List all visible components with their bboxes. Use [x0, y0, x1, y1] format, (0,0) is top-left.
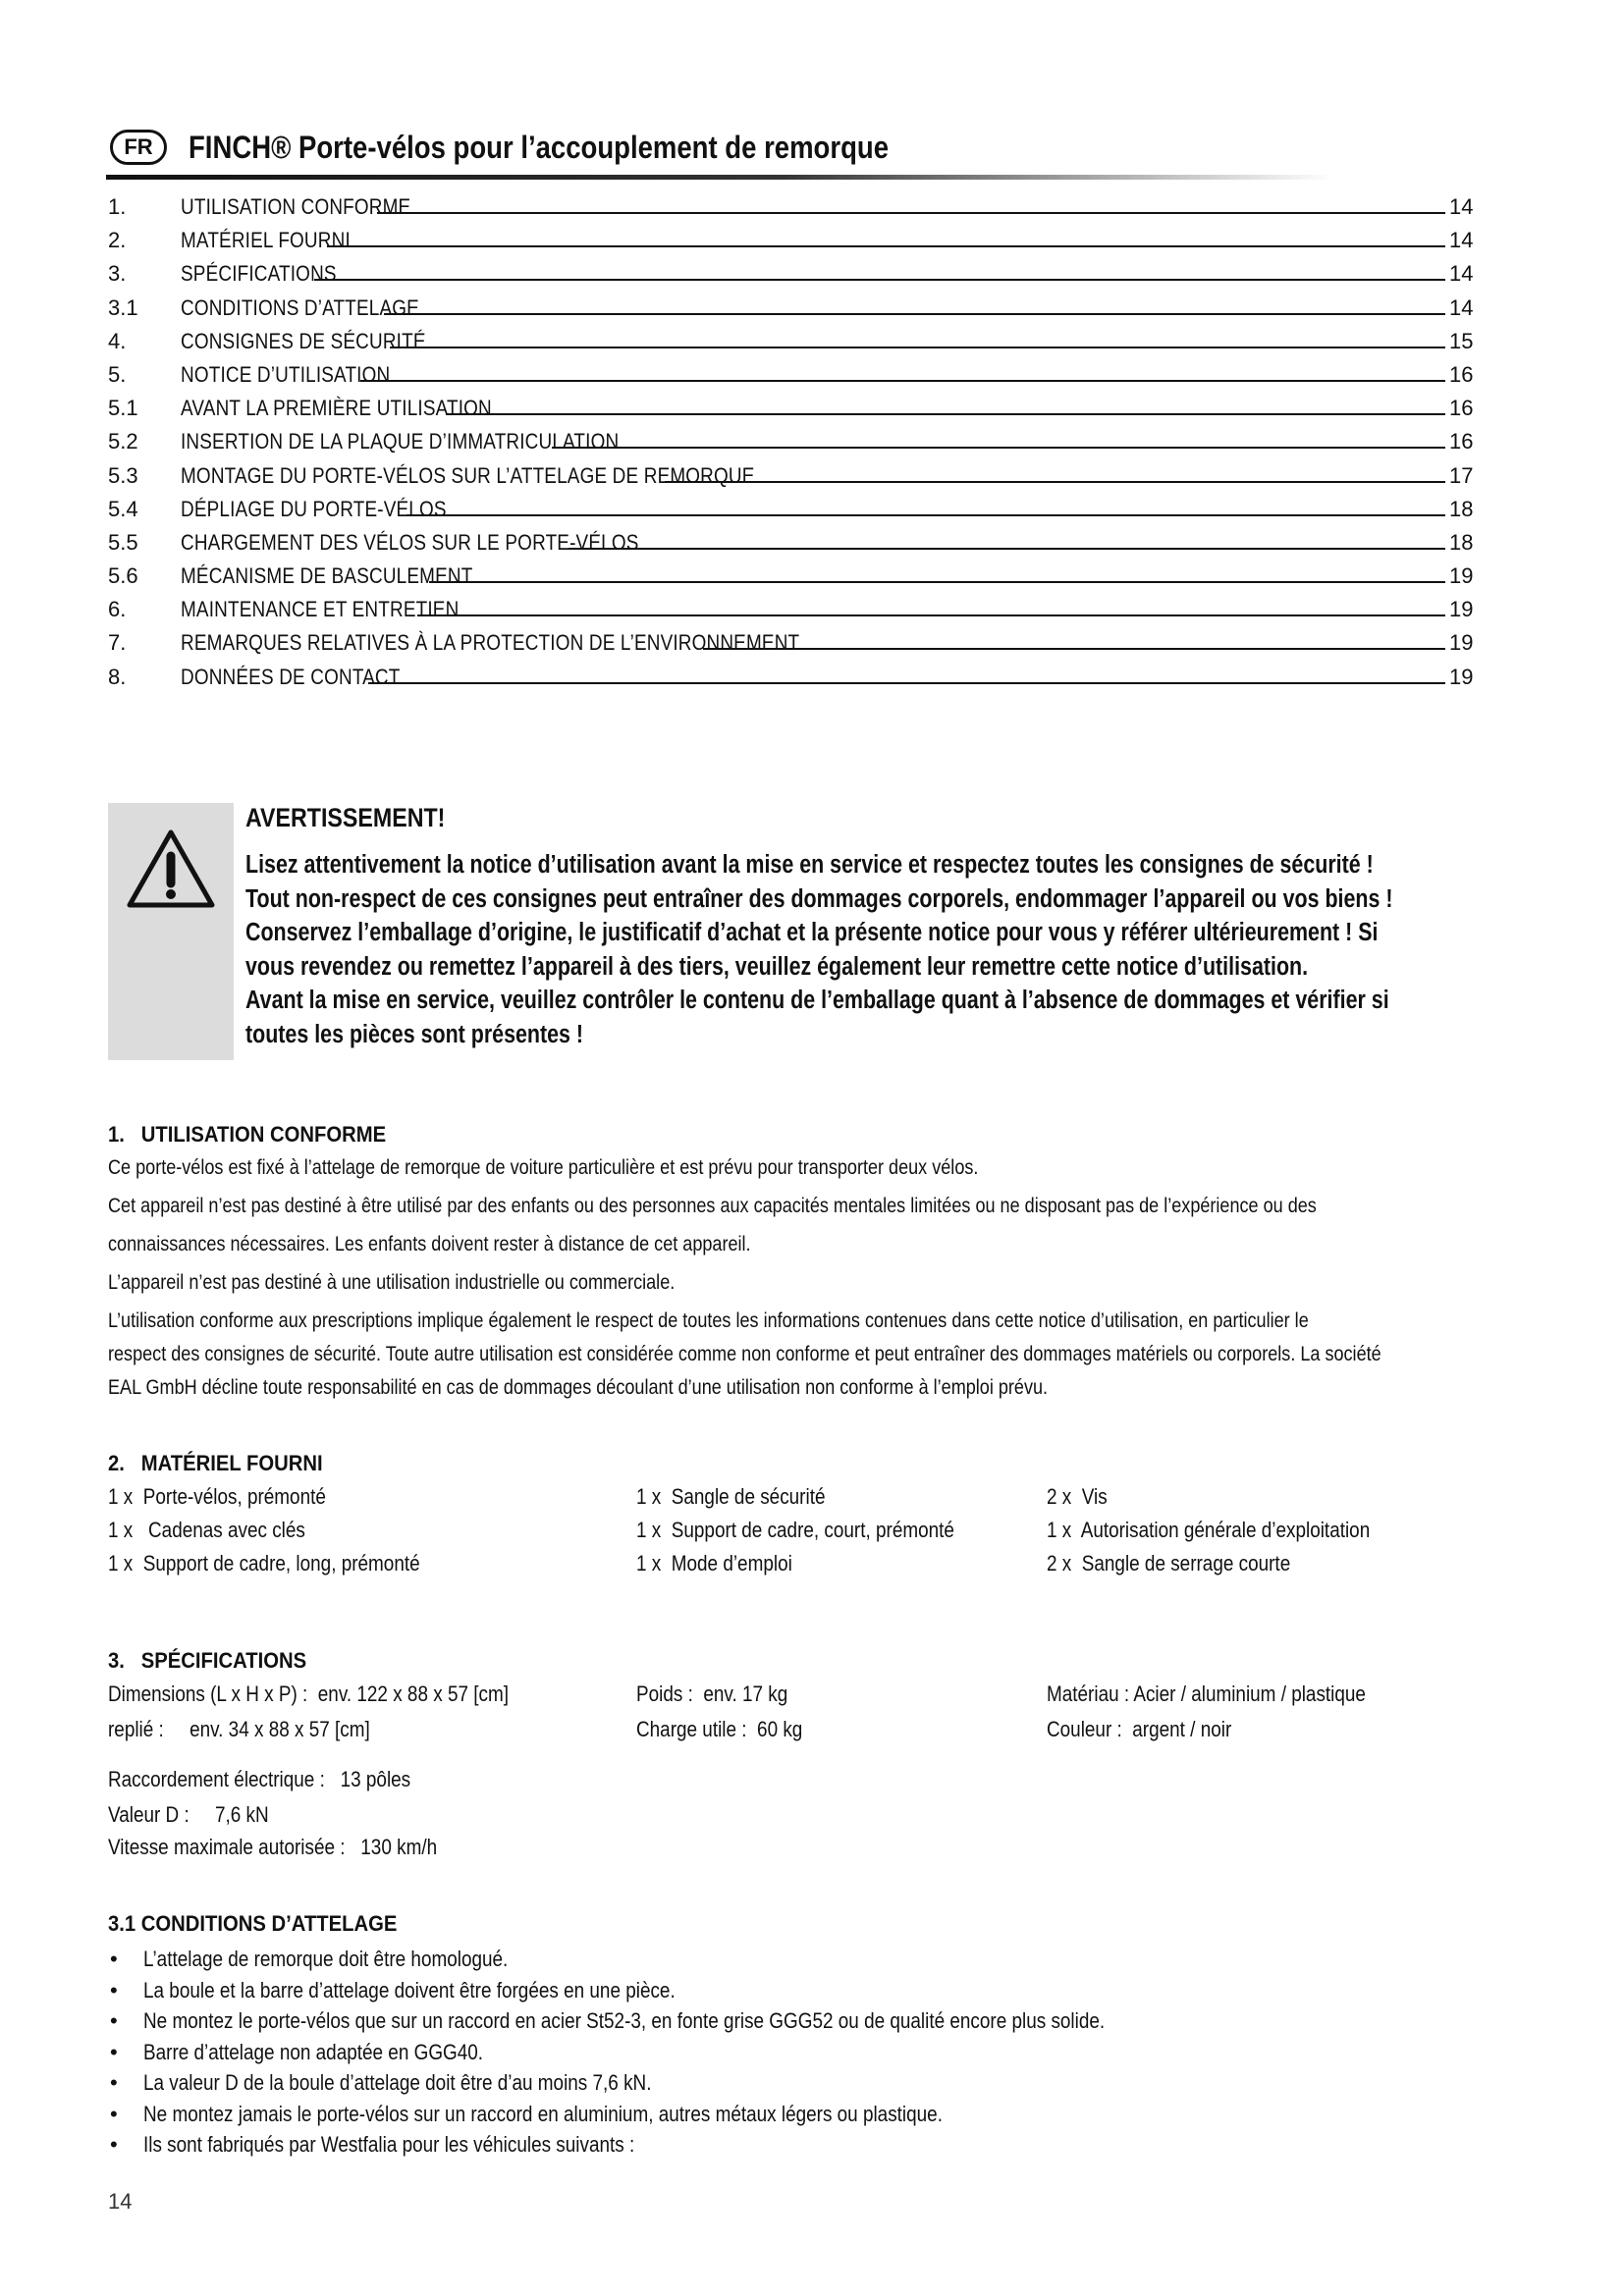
toc-leader	[417, 614, 1445, 616]
toc-number: 5.2	[108, 429, 138, 454]
toc-number: 8.	[108, 664, 127, 689]
warning-line: Conservez l’emballage d’origine, le justificatif d’achat et la présente notice pour vous y référer ultérieurement ! Si	[245, 919, 1379, 947]
list-item: 1 x Support de cadre, long, prémonté	[108, 1551, 420, 1575]
section-heading-utilisation: 1. UTILISATION CONFORME	[108, 1122, 387, 1147]
spec-material: Matériau : Acier / aluminium / plastique	[1047, 1682, 1366, 1706]
spec-electrical: Raccordement électrique : 13 pôles	[108, 1767, 411, 1791]
toc-page: 14	[1449, 294, 1474, 320]
toc-entry	[108, 226, 1475, 259]
list-item: • L’attelage de remorque doit être homologué.	[108, 1947, 1262, 1978]
paragraph: Cet appareil n’est pas destiné à être utilisé par des enfants ou des personnes aux capacités mentales limitées ou ne disposant pas de l’expérience ou des	[108, 1195, 1317, 1217]
toc-entry	[108, 663, 1475, 696]
list-item: 1 x Cadenas avec clés	[108, 1518, 305, 1542]
list-item: • Barre d’attelage non adaptée en GGG40.	[108, 2040, 1262, 2071]
conditions-list	[108, 1947, 1262, 2163]
warning-sidebar	[108, 803, 234, 1060]
toc-page: 19	[1449, 630, 1474, 656]
toc-title: MÉCANISME DE BASCULEMENT	[181, 563, 473, 589]
toc-title: UTILISATION CONFORME	[181, 194, 411, 219]
toc-entry	[108, 294, 1475, 327]
toc-page: 14	[1449, 261, 1474, 287]
toc-title: DÉPLIAGE DU PORTE-VÉLOS	[181, 496, 447, 521]
paragraph: L’appareil n’est pas destiné à une utilisation industrielle ou commerciale.	[108, 1271, 676, 1294]
page-header	[106, 126, 1333, 183]
toc-page: 19	[1449, 597, 1474, 622]
toc-leader	[314, 279, 1445, 281]
toc-page: 14	[1449, 228, 1474, 253]
toc-number: 2.	[108, 228, 127, 253]
spec-folded: replié : env. 34 x 88 x 57 [cm]	[108, 1717, 370, 1741]
toc-number: 5.1	[108, 396, 138, 421]
list-item: • La boule et la barre d’attelage doivent être forgées en une pièce.	[108, 1978, 1262, 2009]
toc-title: DONNÉES DE CONTACT	[181, 664, 401, 689]
language-badge: FR	[110, 130, 167, 165]
spec-max-speed: Vitesse maximale autorisée : 130 km/h	[108, 1835, 438, 1859]
toc-page: 18	[1449, 496, 1474, 521]
section-heading-materiel: 2. MATÉRIEL FOURNI	[108, 1451, 323, 1475]
toc-title: MAINTENANCE ET ENTRETIEN	[181, 597, 460, 622]
toc-page: 17	[1449, 462, 1474, 488]
toc-page: 16	[1449, 396, 1474, 421]
list-item: 2 x Sangle de serrage courte	[1047, 1551, 1291, 1575]
toc-leader	[327, 245, 1445, 247]
spec-weight: Poids : env. 17 kg	[636, 1682, 788, 1706]
warning-line: Avant la mise en service, veuillez contrôler le contenu de l’emballage quant à l’absence de dommages et vérifier si	[245, 987, 1389, 1015]
spec-d-value: Valeur D : 7,6 kN	[108, 1802, 269, 1827]
toc-title: CHARGEMENT DES VÉLOS SUR LE PORTE-VÉLOS	[181, 529, 639, 555]
toc-number: 3.	[108, 261, 127, 287]
warning-box	[108, 803, 1488, 1060]
toc-leader	[377, 212, 1445, 214]
toc-entry	[108, 561, 1475, 595]
toc-number: 7.	[108, 630, 127, 656]
toc-page: 14	[1449, 194, 1474, 219]
toc-entry	[108, 628, 1475, 662]
toc-title: MONTAGE DU PORTE-VÉLOS SUR L’ATTELAGE DE REMORQUE	[181, 462, 755, 488]
toc-leader	[665, 481, 1445, 483]
toc-title: REMARQUES RELATIVES À LA PROTECTION DE L’ENVIRONNEMENT	[181, 630, 800, 656]
paragraph: connaissances nécessaires. Les enfants doivent rester à distance de cet appareil.	[108, 1233, 751, 1255]
warning-line: toutes les pièces sont présentes !	[245, 1020, 584, 1048]
toc-page: 15	[1449, 328, 1474, 353]
page-number: 14	[108, 2189, 133, 2214]
paragraph: EAL GmbH décline toute responsabilité en cas de dommages découlant d’une utilisation non conforme à l’emploi prévu.	[108, 1376, 1049, 1399]
list-item: • Ils sont fabriqués par Westfalia pour les véhicules suivants :	[108, 2132, 1262, 2163]
toc-title: INSERTION DE LA PLAQUE D’IMMATRICULATION	[181, 429, 620, 454]
warning-heading: AVERTISSEMENT!	[245, 803, 446, 832]
toc-entry	[108, 360, 1475, 394]
toc-leader	[406, 514, 1445, 516]
toc-entry	[108, 495, 1475, 528]
toc-leader	[429, 581, 1445, 583]
toc-title: SPÉCIFICATIONS	[181, 261, 337, 287]
toc-leader	[703, 648, 1445, 650]
toc-leader	[360, 380, 1445, 382]
toc-number: 5.6	[108, 563, 138, 589]
toc-page: 19	[1449, 664, 1474, 689]
paragraph: respect des consignes de sécurité. Toute autre utilisation est considérée comme non conforme et peut entraîner des dommages matériels ou corporels. La société	[108, 1343, 1381, 1365]
list-item: • Ne montez le porte-vélos que sur un raccord en acier St52-3, en fonte grise GGG52 ou de qualité encore plus solide.	[108, 2008, 1262, 2040]
header-rule	[106, 175, 1333, 180]
toc-page: 18	[1449, 529, 1474, 555]
toc-page: 19	[1449, 563, 1474, 589]
toc-leader	[384, 313, 1445, 315]
toc-leader	[568, 548, 1445, 550]
warning-line: vous revendez ou remettez l’appareil à des tiers, veuillez également leur remettre cette notice d’utilisation.	[245, 952, 1309, 981]
toc-leader	[390, 347, 1445, 348]
section-heading-specifications: 3. SPÉCIFICATIONS	[108, 1648, 307, 1673]
warning-line: Lisez attentivement la notice d’utilisation avant la mise en service et respectez toutes les consignes de sécurité !	[245, 851, 1374, 879]
toc-entry	[108, 259, 1475, 293]
warning-triangle-icon	[126, 828, 216, 909]
toc-title: NOTICE D’UTILISATION	[181, 361, 391, 387]
toc-entry	[108, 461, 1475, 495]
toc-number: 5.5	[108, 529, 138, 555]
list-item: 1 x Porte-vélos, prémonté	[108, 1484, 326, 1509]
toc-entry	[108, 394, 1475, 427]
toc-page: 16	[1449, 429, 1474, 454]
warning-line: Tout non-respect de ces consignes peut entraîner des dommages corporels, endommager l’appareil ou vos biens !	[245, 884, 1393, 913]
toc-entry	[108, 327, 1475, 360]
section-heading-conditions: 3.1 CONDITIONS D’ATTELAGE	[108, 1911, 398, 1936]
toc-number: 6.	[108, 597, 127, 622]
list-item: 1 x Autorisation générale d’exploitation	[1047, 1518, 1371, 1542]
paragraph: L’utilisation conforme aux prescriptions implique également le respect de toutes les informations contenues dans cette notice d’utilisation, en particulier le	[108, 1309, 1309, 1332]
toc-leader	[368, 682, 1445, 684]
toc-number: 5.4	[108, 496, 138, 521]
toc-number: 1.	[108, 194, 127, 219]
toc-entry	[108, 427, 1475, 460]
list-item: • La valeur D de la boule d’attelage doit être d’au moins 7,6 kN.	[108, 2070, 1262, 2102]
paragraph: Ce porte-vélos est fixé à l’attelage de remorque de voiture particulière et est prévu pour transporter deux vélos.	[108, 1156, 979, 1179]
spec-dimensions: Dimensions (L x H x P) : env. 122 x 88 x 57 [cm]	[108, 1682, 509, 1706]
toc-title: MATÉRIEL FOURNI	[181, 228, 351, 253]
toc-title: CONSIGNES DE SÉCURITÉ	[181, 328, 426, 353]
toc-number: 5.3	[108, 462, 138, 488]
toc-title: AVANT LA PREMIÈRE UTILISATION	[181, 396, 492, 421]
spec-payload: Charge utile : 60 kg	[636, 1717, 803, 1741]
list-item: • Ne montez jamais le porte-vélos sur un raccord en aluminium, autres métaux légers ou plastique.	[108, 2102, 1262, 2133]
toc-entry	[108, 528, 1475, 561]
list-item: 2 x Vis	[1047, 1484, 1108, 1509]
document-title: FINCH® Porte-vélos pour l’accouplement de remorque	[189, 130, 889, 165]
toc-leader	[446, 413, 1445, 415]
toc-entry	[108, 595, 1475, 628]
list-item: 1 x Mode d’emploi	[636, 1551, 792, 1575]
list-item: 1 x Sangle de sécurité	[636, 1484, 826, 1509]
list-item: 1 x Support de cadre, court, prémonté	[636, 1518, 954, 1542]
toc-leader	[552, 447, 1445, 449]
toc-number: 4.	[108, 328, 127, 353]
toc-number: 3.1	[108, 294, 138, 320]
toc-number: 5.	[108, 361, 127, 387]
warning-text	[245, 848, 1488, 1052]
spec-color: Couleur : argent / noir	[1047, 1717, 1232, 1741]
toc-page: 16	[1449, 361, 1474, 387]
table-of-contents	[108, 192, 1475, 696]
toc-title: CONDITIONS D’ATTELAGE	[181, 294, 419, 320]
toc-entry	[108, 192, 1475, 226]
